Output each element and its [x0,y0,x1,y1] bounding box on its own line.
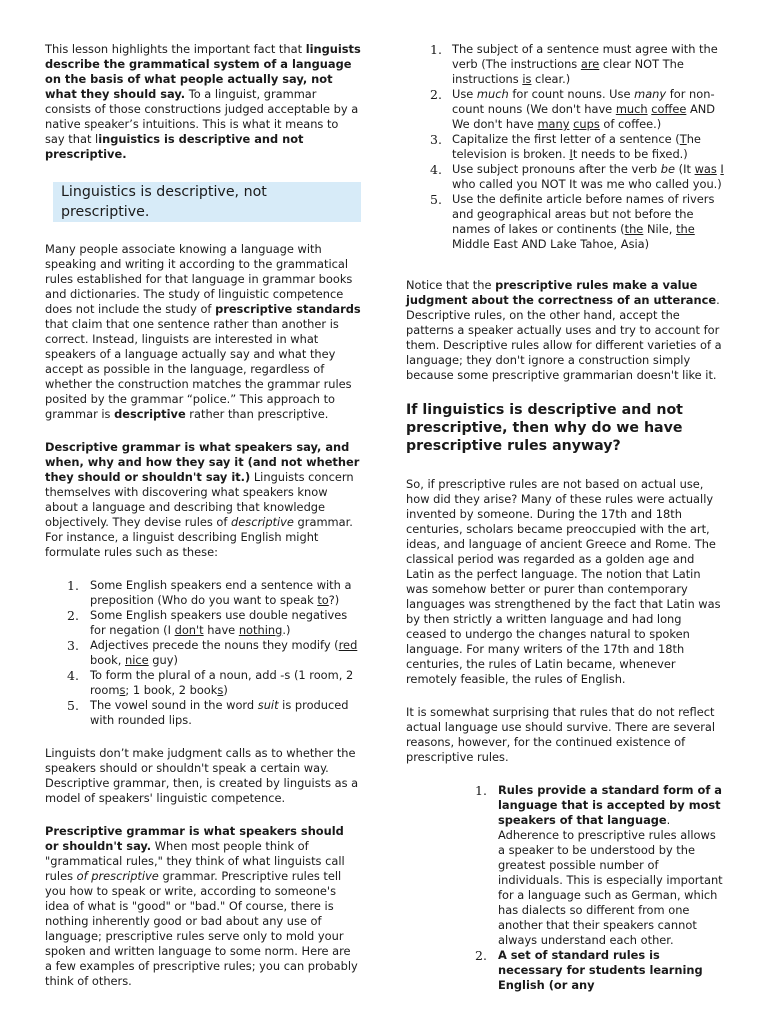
paragraph-prescriptive-grammar [45,824,361,989]
intro-paragraph [45,42,361,162]
italic-run: many [634,87,667,101]
list-number: 4. [430,162,442,177]
text-run: ; 1 book, 2 book [125,683,218,697]
list-item [45,698,361,728]
bold-run: Prescriptive grammar is what speakers should or shouldn't say. [45,824,344,853]
underlined-run: the [676,222,695,236]
text-run: clear.) [531,72,571,86]
bold-run: prescriptive standards [215,302,361,316]
text-run: book, [90,653,126,667]
list-item [45,668,361,698]
text-run: who called you NOT It was me who called you.) [452,177,722,191]
text-run: The subject of a sentence must agree with the verb (The instructions [452,42,718,71]
list-item [406,192,724,252]
paragraph-origins: So, if prescriptive rules are not based on actual use, how did they arise? Many of these rules were actually invented by someone. During the 17th and 18th centuries, scholars became preoccupied with the art, ideas, and language of ancient Greece and Rome. The classical period was regarded as a golden age and Latin as the perfect language. The notion that Latin was somehow better or purer than contemporary languages was strengthened by the fact that Latin was by then strictly a written language and had long ceased to undergo the changes natural to spoken language. For many writers of the 17th and 18th centuries, the rules of Latin became, whenever remotely feasible, the rules of English. [406,477,721,686]
reasons-list [406,783,724,993]
text-run: for non-count nouns (We don't have [452,87,715,116]
underlined-run: s [119,683,126,697]
list-number: 5. [67,698,79,713]
list-item [45,638,361,668]
paragraph-surprising: It is somewhat surprising that rules that do not reflect actual language use should survive. There are several reasons, however, for the continued existence of prescriptive rules. [406,705,716,764]
underlined-run: nice [125,653,149,667]
descriptive-rules-list [45,578,361,728]
text-run: Capitalize the first letter of a sentence ( [452,132,680,146]
underlined-run: don't [174,623,204,637]
text-run: of coffee.) [599,117,662,131]
text-run: This lesson highlights the important fact that [45,42,306,56]
text-run: AND We don't have [452,102,716,131]
text-run: for count nouns. Use [508,87,635,101]
text-run: Some English speakers use double negatives for negation (I [90,608,348,637]
text-run: rather than prescriptive. [185,407,329,421]
list-number: 2. [475,948,487,963]
underlined-run: much [615,102,648,116]
text-run: have [203,623,239,637]
text-run: grammar. For instance, a linguist describing English might formulate rules such as these: [45,515,353,559]
list-number: 2. [67,608,79,623]
italic-run: be [660,162,676,176]
underlined-run: red [338,638,358,652]
list-item [45,608,361,638]
list-item [406,948,724,993]
bold-run: inguistics is descriptive and not prescriptive. [45,132,304,161]
underlined-run: was [694,162,717,176]
list-number: 2. [430,87,442,102]
italic-run: descriptive [231,515,294,529]
text-run: that claim that one sentence rather than another is correct. Instead, linguists are interested in what speakers of a language actually say and what they accept as possible in the language, regardless of whether the construction matches the grammar rules posited by the grammar “police.” This approach to grammar is [45,317,352,421]
list-item [406,132,724,162]
text-run: Linguists concern themselves with discovering what speakers know about a language and describing that knowledge objectively. They devise rules of [45,470,354,529]
text-run: When most people think of "grammatical rules," they think of what linguists call rules [45,839,345,883]
text-run: The vowel sound in the word [90,698,258,712]
list-item [406,87,724,132]
bold-run: Rules provide a standard form of a language that is accepted by most speakers of that language [498,783,722,827]
text-run: Many people associate knowing a language with speaking and writing it according to the grammatical rules established for that language in grammar books and dictionaries. The study of linguistic competence does not include the study of [45,242,353,316]
paragraph-linguistic-competence [45,242,361,422]
text-run: grammar. Prescriptive rules tell you how to speak or write, according to someone's idea of what is "good" or "bad." Of course, there is nothing inherently good or bad about any use of language; prescriptive rules serve only to mold your spoken and written language to some norm. Here are a few examples of prescriptive rules; you can probably think of others. [45,869,358,988]
right-column [406,42,724,1011]
list-number: 1. [475,783,487,798]
paragraph-descriptive-grammar [45,440,361,560]
text-run: ?) [328,593,340,607]
text-run: he television is broken. [452,132,701,161]
text-run: is produced with rounded lips. [90,698,349,727]
text-run: guy) [148,653,178,667]
list-item [406,162,724,192]
list-number: 3. [430,132,442,147]
italic-run: of prescriptive [76,869,159,883]
list-item [406,783,724,948]
prescriptive-rules-list [406,42,724,252]
text-run: To a linguist, grammar consists of those constructions judged acceptable by a native speaker’s intuitions. This is what it means to say that l [45,87,359,146]
text-run: Use subject pronouns after the verb [452,162,661,176]
text-run: t needs to be fixed.) [572,147,688,161]
text-run: Adjectives precede the nouns they modify ( [90,638,339,652]
list-number: 3. [67,638,79,653]
text-run: Middle East AND Lake Tahoe, Asia) [452,237,650,251]
underlined-run: I [569,147,573,161]
text-run: clear NOT The instructions [452,57,684,86]
text-run: To form the plural of a noun, add -s (1 room, 2 room [90,668,354,697]
italic-run: suit [257,698,279,712]
list-number: 1. [430,42,442,57]
text-run: Notice that the [406,278,496,292]
text-run: ) [223,683,228,697]
text-run: . Descriptive rules, on the other hand, accept the patterns a speaker actually uses and try to account for them. Descriptive rules allow for different varieties of a language; they don't ignore a construction simply because some prescriptive grammarian doesn't like it. [406,293,722,382]
text-run: Some English speakers end a sentence with a preposition (Who do you want to speak [90,578,352,607]
underlined-run: cups [573,117,600,131]
bold-run: prescriptive rules make a value judgment about the correctness of an utterance [406,278,717,307]
list-number: 4. [67,668,79,683]
left-column [45,42,361,1007]
text-run: (It [675,162,695,176]
underlined-run: coffee [651,102,687,116]
text-run: Nile, [643,222,677,236]
underlined-run: is [522,72,532,86]
bold-run: descriptive [114,407,186,421]
italic-run: much [476,87,509,101]
paragraph-value-judgment [406,278,724,383]
list-number: 5. [430,192,442,207]
text-run: Use [452,87,477,101]
section-heading: If linguistics is descriptive and not prescriptive, then why do we have prescriptive rules anyway? [406,402,683,454]
bold-run: Descriptive grammar is what speakers say, and when, why and how they say it (and not whether they should or shouldn't say it.) [45,440,360,484]
list-item [406,42,724,87]
text-run: Use the definite article before names of rivers and geographical areas but not before the names of lakes or continents ( [452,192,715,236]
list-item [45,578,361,608]
text-run: .) [282,623,291,637]
underlined-run: are [580,57,600,71]
underlined-run: the [624,222,644,236]
underlined-run: s [217,683,224,697]
bold-run: linguists describe the grammatical system of a language on the basis of what people actually say, not what they should say. [45,42,361,101]
underlined-run: T [679,132,687,146]
highlight-heading: Linguistics is descriptive, not prescriptive. [53,182,361,222]
underlined-run: nothing [238,623,283,637]
underlined-run: I [720,162,724,176]
underlined-run: many [537,117,570,131]
list-number: 1. [67,578,79,593]
text-run: . Adherence to prescriptive rules allows a speaker to be understood by the greatest possible number of individuals. This is especially important for a language such as German, which has dialects so different from one another that their speakers cannot always understand each other. [498,813,723,947]
underlined-run: to [317,593,329,607]
bold-run: A set of standard rules is necessary for students learning English (or any [498,948,703,992]
paragraph-judgment-calls: Linguists don’t make judgment calls as to whether the speakers should or shouldn't speak a certain way. Descriptive grammar, then, is created by linguists as a model of speakers' linguistic competence. [45,746,359,805]
